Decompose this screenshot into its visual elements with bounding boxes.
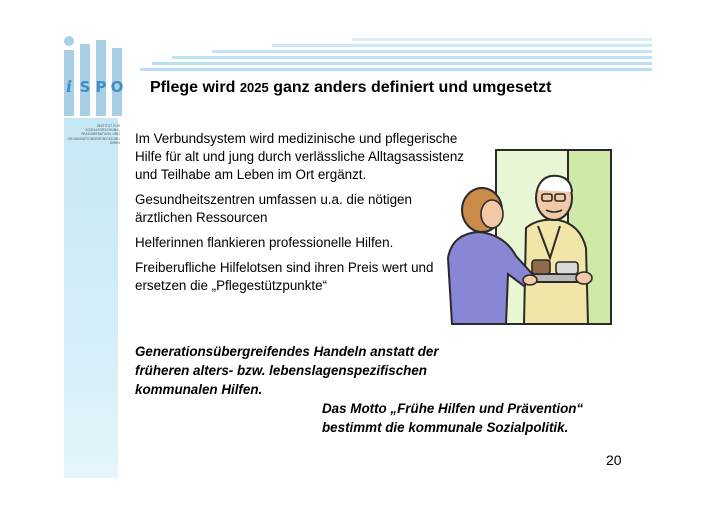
title-year: 2025 [239,80,269,95]
body-paragraph: Gesundheitszentren umfassen u.a. die nötigen ärztlichen Ressourcen [135,192,412,225]
title-suffix: ganz anders definiert und umgesetzt [273,79,552,96]
logo-tagline-line: GMBH [109,140,120,145]
slide-title [150,79,630,97]
motto-line: bestimmt die kommunale Sozialpolitik. [322,420,569,435]
svg-text:O: O [110,78,124,96]
conclusion-line: Generationsübergreifendes Handeln anstatt der [135,344,439,359]
title-prefix: Pflege wird [150,79,236,96]
logo-tagline-line: PRAXISBERATUNG UND [81,132,120,137]
stripe [172,56,652,59]
logo-tagline-line: INSTITUT FÜR SOZIALFORSCHUNG, [85,124,120,133]
conclusion-line: kommunalen Hilfen. [135,382,263,397]
conclusion-text [135,342,555,399]
stripe [212,50,652,53]
caregiver-handing-tray-to-elderly-man-icon [438,148,613,326]
body-text [135,130,465,302]
page-number: 20 [606,452,622,468]
motto-line: Das Motto „Frühe Hilfen und Prävention“ [322,401,584,416]
logo-tagline [66,124,120,145]
left-decorative-band [64,118,118,478]
svg-text:i: i [65,77,73,96]
svg-text:S: S [79,78,91,96]
stripe [352,38,652,41]
svg-text:P: P [95,78,107,96]
stripe [152,62,652,65]
stripe [272,44,652,47]
top-decorative-stripes [140,38,652,72]
body-paragraph: Helferinnen flankieren professionelle Hilfen. [135,235,394,250]
conclusion-line: früheren alters- bzw. lebenslagenspezifischen [135,363,427,378]
body-paragraph: Im Verbundsystem wird medizinische und pflegerische Hilfe für alt und jung durch verlässliche Alltagsassistenz und Teilhabe am Leben im Ort ergänzt. [135,131,464,182]
stripe [140,68,652,71]
logo-tagline-line: ORGANISATIONSENTWICKLUNG [67,136,120,141]
motto-text [322,399,662,437]
body-paragraph: Freiberufliche Hilfelotsen sind ihren Preis wert und ersetzen die „Pflegestützpunkte“ [135,260,434,293]
